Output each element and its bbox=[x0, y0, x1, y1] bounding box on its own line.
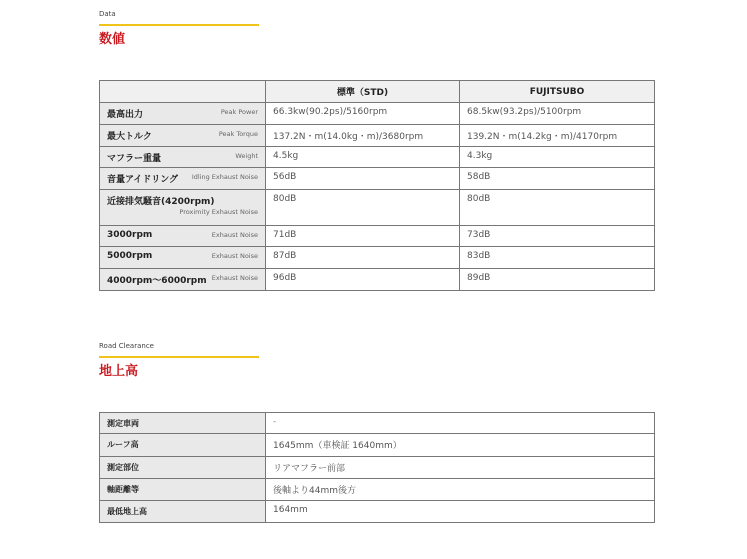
row-value: - bbox=[266, 413, 655, 434]
data-title: 数値 bbox=[99, 32, 126, 47]
table-row bbox=[100, 226, 655, 247]
row-label: 軸距離等 bbox=[107, 485, 139, 494]
row-label-cell bbox=[100, 434, 266, 457]
value-fujitsubo: 58dB bbox=[460, 168, 655, 190]
data-table bbox=[99, 80, 655, 291]
table-row bbox=[100, 269, 655, 291]
row-label-cell bbox=[100, 103, 266, 125]
clearance-section bbox=[99, 342, 654, 516]
table-row bbox=[100, 168, 655, 190]
row-label-jp: 近接排気騒音(4200rpm) bbox=[107, 197, 215, 207]
row-value: 164mm bbox=[266, 501, 655, 523]
row-label-jp: 最大トルク bbox=[107, 132, 152, 142]
row-label: 測定部位 bbox=[107, 463, 139, 472]
value-fujitsubo: 80dB bbox=[460, 190, 655, 226]
row-label-en: Peak Torque bbox=[218, 130, 258, 138]
value-fujitsubo: 139.2N・m(14.2kg・m)/4170rpm bbox=[460, 125, 655, 147]
value-std: 56dB bbox=[266, 168, 460, 190]
value-std: 4.5kg bbox=[266, 147, 460, 168]
row-label-cell bbox=[100, 479, 266, 501]
value-std: 96dB bbox=[266, 269, 460, 291]
row-label-jp: 4000rpm～6000rpm bbox=[107, 276, 207, 286]
row-label-cell bbox=[100, 168, 266, 190]
row-label-cell bbox=[100, 247, 266, 269]
value-fujitsubo: 89dB bbox=[460, 269, 655, 291]
row-value: 後軸より44mm後方 bbox=[266, 479, 655, 501]
value-std: 80dB bbox=[266, 190, 460, 226]
row-label-en: Proximity Exhaust Noise bbox=[179, 208, 258, 216]
value-std: 66.3kw(90.2ps)/5160rpm bbox=[266, 103, 460, 125]
table-row bbox=[100, 103, 655, 125]
row-label-cell bbox=[100, 190, 266, 226]
row-value: 1645mm（車検証 1640mm） bbox=[266, 434, 655, 457]
row-label-cell bbox=[100, 457, 266, 479]
value-std: 71dB bbox=[266, 226, 460, 247]
row-label: 最低地上高 bbox=[107, 507, 147, 516]
table-row bbox=[100, 147, 655, 168]
row-label-en: Idling Exhaust Noise bbox=[191, 173, 258, 181]
data-accent-rule bbox=[99, 24, 259, 26]
table-row bbox=[100, 457, 655, 479]
value-std: 137.2N・m(14.0kg・m)/3680rpm bbox=[266, 125, 460, 147]
table-row bbox=[100, 479, 655, 501]
row-label-cell bbox=[100, 501, 266, 523]
row-label-en: Exhaust Noise bbox=[211, 231, 258, 239]
value-fujitsubo: 4.3kg bbox=[460, 147, 655, 168]
row-label-cell bbox=[100, 226, 266, 247]
table-row bbox=[100, 125, 655, 147]
header-cell-fujitsubo: FUJITSUBO bbox=[460, 81, 655, 103]
row-label-jp: 5000rpm bbox=[107, 251, 153, 261]
data-table-header bbox=[100, 81, 655, 103]
header-cell-blank bbox=[100, 81, 266, 103]
value-fujitsubo: 83dB bbox=[460, 247, 655, 269]
row-label-en: Peak Power bbox=[220, 108, 258, 116]
value-fujitsubo: 73dB bbox=[460, 226, 655, 247]
row-label-cell bbox=[100, 269, 266, 291]
row-label-en: Exhaust Noise bbox=[211, 252, 258, 260]
row-label-jp: 音量アイドリング bbox=[107, 175, 179, 185]
value-fujitsubo: 68.5kw(93.2ps)/5100rpm bbox=[460, 103, 655, 125]
row-label-cell bbox=[100, 147, 266, 168]
row-label-jp: 最高出力 bbox=[107, 110, 144, 120]
row-label-cell bbox=[100, 413, 266, 434]
row-label-cell bbox=[100, 125, 266, 147]
data-section bbox=[99, 10, 654, 286]
header-cell-std: 標準（STD) bbox=[266, 81, 460, 103]
value-std: 87dB bbox=[266, 247, 460, 269]
row-label-en: Exhaust Noise bbox=[211, 274, 258, 282]
clearance-title: 地上高 bbox=[99, 364, 139, 379]
row-label: 測定車両 bbox=[107, 419, 139, 428]
row-label-jp: マフラー重量 bbox=[107, 154, 162, 164]
table-row bbox=[100, 501, 655, 523]
row-label-jp: 3000rpm bbox=[107, 230, 153, 240]
data-eyebrow: Data bbox=[99, 10, 116, 18]
clearance-accent-rule bbox=[99, 356, 259, 358]
row-label-en: Weight bbox=[235, 152, 258, 160]
table-row bbox=[100, 190, 655, 226]
row-label: ルーフ高 bbox=[107, 440, 139, 449]
table-row bbox=[100, 434, 655, 457]
row-value: リアマフラー前部 bbox=[266, 457, 655, 479]
clearance-eyebrow: Road Clearance bbox=[99, 342, 154, 350]
table-row bbox=[100, 413, 655, 434]
table-row bbox=[100, 247, 655, 269]
clearance-table bbox=[99, 412, 655, 523]
